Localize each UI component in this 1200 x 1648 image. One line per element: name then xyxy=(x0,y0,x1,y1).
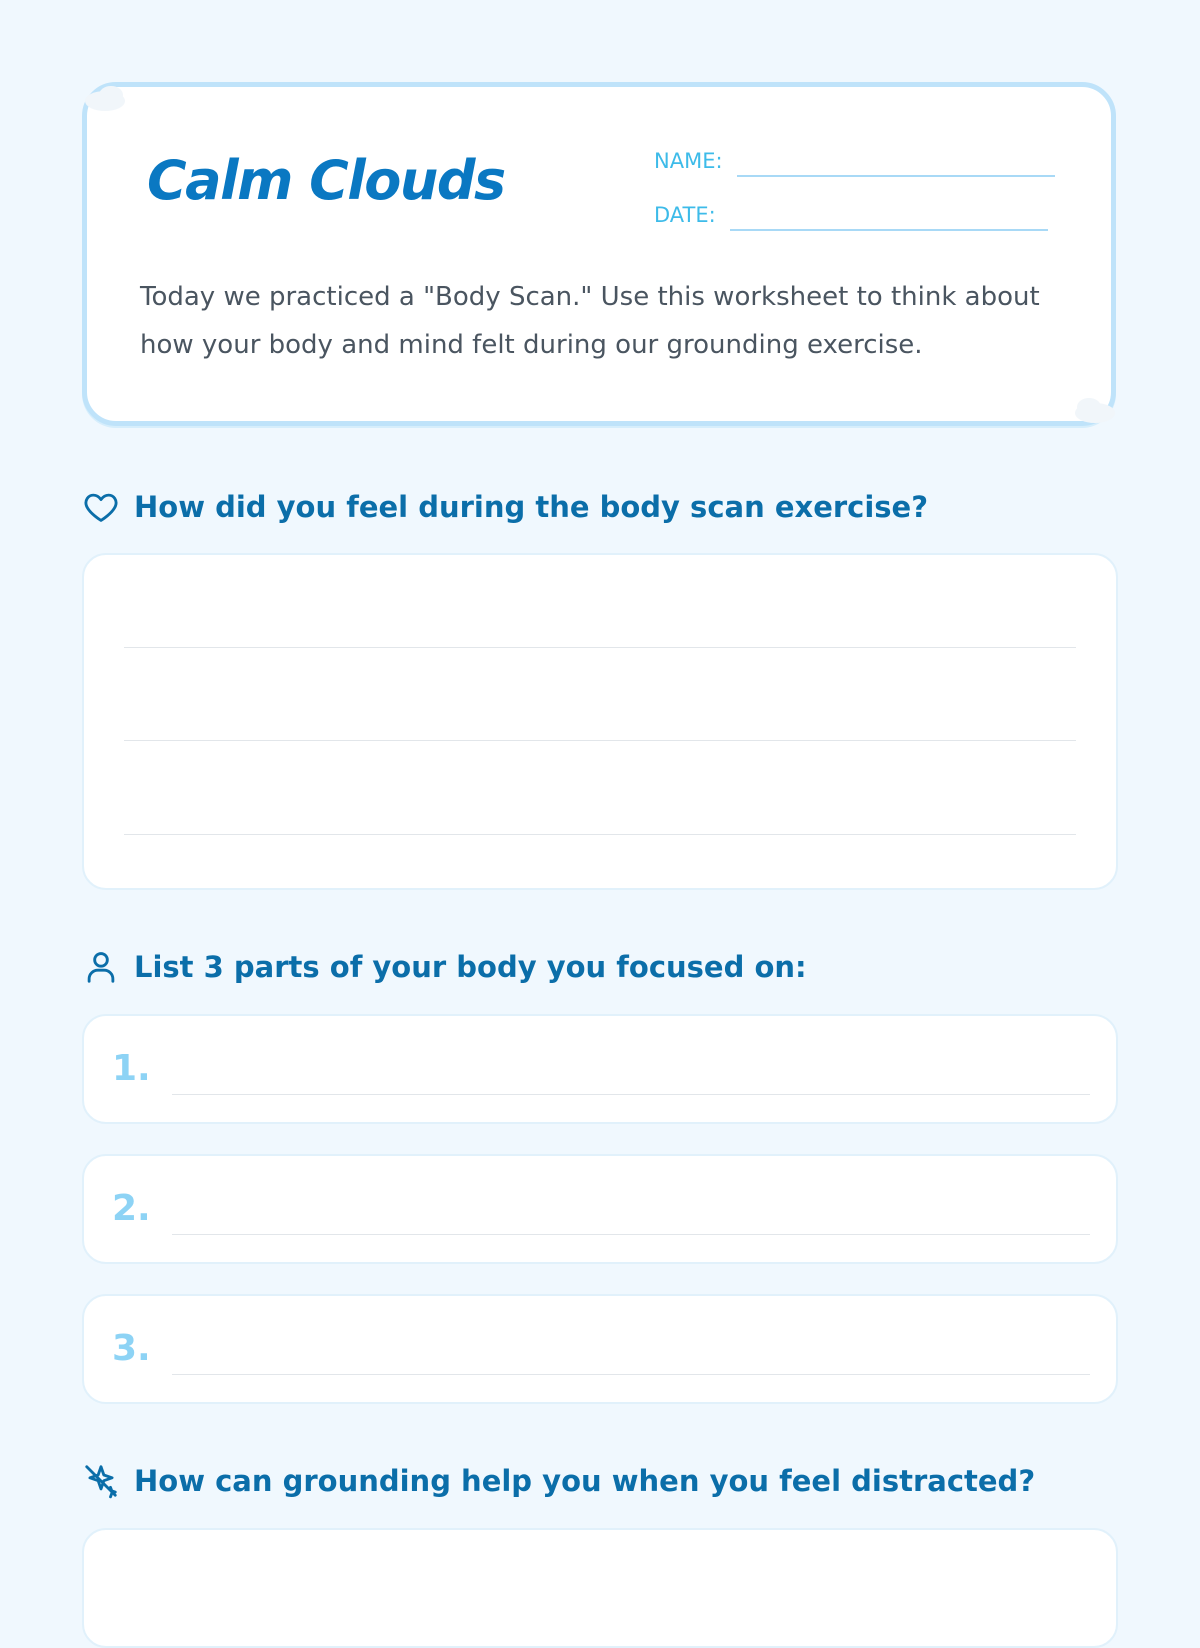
writing-line xyxy=(124,647,1076,648)
name-field[interactable] xyxy=(654,149,1055,173)
list-item[interactable] xyxy=(82,1014,1118,1124)
date-label: DATE: xyxy=(654,203,716,227)
heart-icon xyxy=(82,488,120,526)
section-heading-body-parts xyxy=(82,948,807,986)
section-heading-text: How did you feel during the body scan exercise? xyxy=(134,490,929,524)
header-card xyxy=(82,82,1116,426)
cloud-icon xyxy=(1071,395,1119,425)
name-line[interactable] xyxy=(737,175,1055,177)
writing-line xyxy=(172,1374,1090,1375)
person-icon xyxy=(82,948,120,986)
date-field[interactable] xyxy=(654,203,1048,227)
intro-text: Today we practiced a "Body Scan." Use this worksheet to think about how your body and mind felt during our grounding exercise. xyxy=(140,282,1040,360)
list-number: 1. xyxy=(112,1048,151,1089)
writing-line xyxy=(124,740,1076,741)
section-heading-grounding xyxy=(82,1462,1035,1500)
grounding-answer-box[interactable] xyxy=(82,1528,1118,1648)
cloud-icon xyxy=(81,83,129,113)
feelings-answer-box[interactable] xyxy=(82,553,1118,890)
writing-line xyxy=(172,1234,1090,1235)
list-number: 2. xyxy=(112,1188,151,1229)
name-label: NAME: xyxy=(654,149,723,173)
section-heading-text: List 3 parts of your body you focused on: xyxy=(134,950,807,984)
sparkle-off-icon xyxy=(82,1462,120,1500)
writing-line xyxy=(124,834,1076,835)
date-line[interactable] xyxy=(730,229,1048,231)
list-number: 3. xyxy=(112,1328,151,1369)
page-title: Calm Clouds xyxy=(147,149,505,212)
section-heading-feel xyxy=(82,488,928,526)
list-item[interactable] xyxy=(82,1294,1118,1404)
section-heading-text: How can grounding help you when you feel distracted? xyxy=(134,1464,1036,1498)
writing-line xyxy=(172,1094,1090,1095)
list-item[interactable] xyxy=(82,1154,1118,1264)
